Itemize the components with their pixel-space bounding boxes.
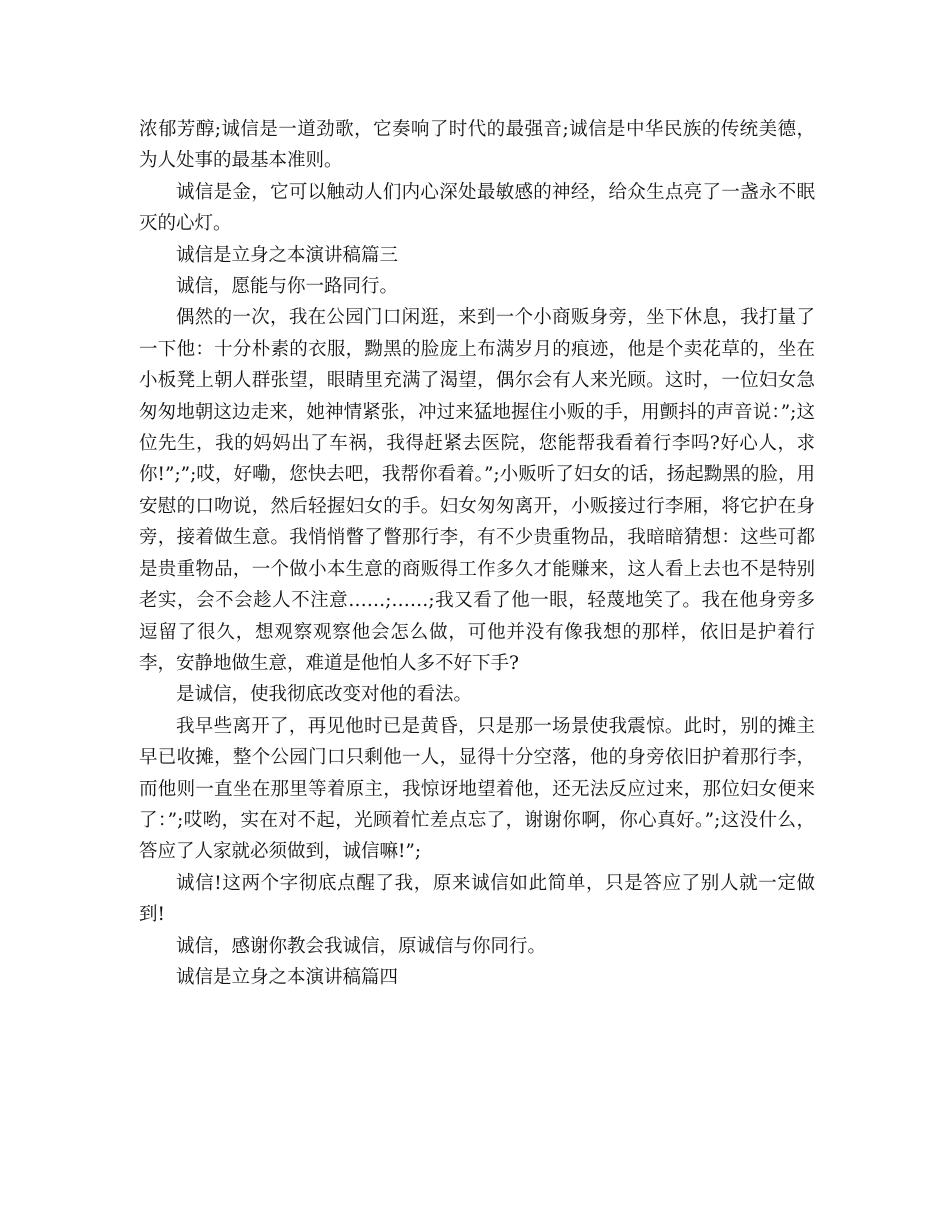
paragraph: 我早些离开了，再见他时已是黄昏，只是那一场景使我震惊。此时，别的摊主早已收摊，整个公园门口只剩他一人，显得十分空落，他的身旁依旧护着那行李，而他则一直坐在那里等着原主，我惊讶地望着他，还无法反应过来，那位妇女便来了：”;哎哟，实在对不起，光顾着忙差点忘了，谢谢你啊，你心真好。”;这没什么，答应了人家就必须做到，诚信嘛!”; bbox=[139, 715, 815, 863]
paragraph-continuation: 浓郁芳醇;诚信是一道劲歌，它奏响了时代的最强音;诚信是中华民族的传统美德，为人处事的最基本准则。 bbox=[139, 119, 815, 172]
section-heading: 诚信是立身之本演讲稿篇四 bbox=[176, 966, 399, 988]
section-heading: 诚信是立身之本演讲稿篇三 bbox=[176, 244, 399, 266]
paragraph: 诚信，愿能与你一路同行。 bbox=[176, 276, 399, 298]
paragraph: 偶然的一次，我在公园门口闲逛，来到一个小商贩身旁，坐下休息，我打量了一下他：十分朴素的衣服，黝黑的脸庞上布满岁月的痕迹，他是个卖花草的，坐在小板凳上朝人群张望，眼睛里充满了渴望，偶尔会有人来光顾。这时，一位妇女急匆匆地朝这边走来，她神情紧张，冲过来猛地握住小贩的手，用颤抖的声音说：”;这位先生，我的妈妈出了车祸，我得赶紧去医院，您能帮我看着行李吗?好心人，求你!”;”;哎，好嘞，您快去吧，我帮你看着。”;小贩听了妇女的话，扬起黝黑的脸，用安慰的口吻说，然后轻握妇女的手。妇女匆匆离开，小贩接过行李厢，将它护在身旁，接着做生意。我悄悄瞥了瞥那行李，有不少贵重物品，我暗暗猜想：这些可都是贵重物品，一个做小本生意的商贩得工作多久才能赚来，这人看上去也不是特别老实，会不会趁人不注意……;……;我又看了他一眼，轻蔑地笑了。我在他身旁多逗留了很久，想观察观察他会怎么做，可他并没有像我想的那样，依旧是护着行李，安静地做生意，难道是他怕人多不好下手? bbox=[139, 307, 815, 674]
document-body bbox=[139, 114, 815, 993]
paragraph: 是诚信，使我彻底改变对他的看法。 bbox=[176, 684, 473, 706]
paragraph: 诚信是金，它可以触动人们内心深处最敏感的神经，给众生点亮了一盏永不眠灭的心灯。 bbox=[139, 181, 815, 235]
paragraph: 诚信!这两个字彻底点醒了我，原来诚信如此简单，只是答应了别人就一定做到! bbox=[139, 872, 815, 926]
paragraph: 诚信，感谢你教会我诚信，原诚信与你同行。 bbox=[176, 935, 547, 957]
